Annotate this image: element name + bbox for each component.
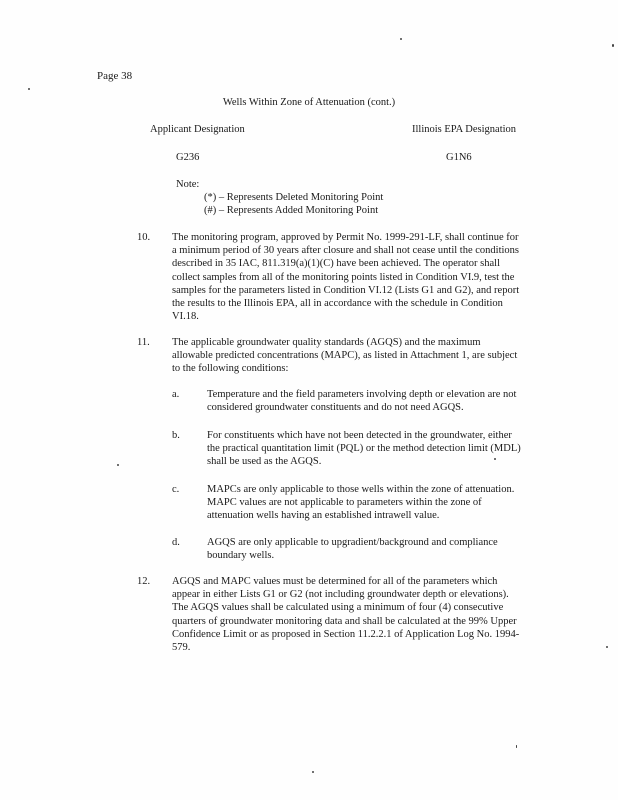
item-number-11: 11.: [137, 337, 150, 348]
note-line-deleted: (*) – Represents Deleted Monitoring Point: [204, 192, 384, 203]
illinois-epa-designation-value: G1N6: [446, 152, 472, 163]
item-10-line: samples for the parameters listed in Condition VI.12 (Lists G1 and G2), and report: [172, 284, 520, 296]
scan-speck: [117, 464, 119, 466]
item-12-line: 579.: [172, 642, 191, 654]
scan-speck: [28, 88, 30, 90]
subitem-letter-a: a.: [172, 389, 180, 400]
item-10-line: described in 35 IAC, 811.319(a)(1)(C) have been achieved. The operator shall: [172, 258, 501, 270]
item-number-10: 10.: [137, 232, 151, 243]
subitem-b-line: shall be used as the AGQS.: [207, 456, 322, 468]
subitem-letter-b: b.: [172, 430, 180, 441]
item-number-12: 12.: [137, 576, 151, 587]
item-12-line: quarters of groundwater monitoring data and shall be calculated at the 99% Upper: [172, 615, 517, 627]
applicant-designation-header: Applicant Designation: [150, 124, 245, 135]
subitem-a-line: Temperature and the field parameters involving depth or elevation are not: [207, 389, 517, 400]
note-title: Note:: [176, 179, 200, 190]
item-10-line: a minimum period of 30 years after closure and shall not cease until the conditions: [172, 245, 519, 257]
item-10-line: the results to the Illinois EPA, all in accordance with the schedule in Condition: [172, 298, 503, 310]
item-12-line: AGQS and MAPC values must be determined for all of the parameters which: [172, 576, 498, 587]
item-12-line: Confidence Limit or as proposed in Section 11.2.2.1 of Application Log No. 1994-: [172, 628, 520, 640]
item-12-line: The AGQS values shall be calculated using a minimum of four (4) consecutive: [172, 602, 504, 614]
subitem-c-line: MAPCs are only applicable to those wells within the zone of attenuation.: [207, 484, 515, 495]
subitem-letter-d: d.: [172, 537, 180, 548]
item-10-paragraph: [172, 231, 562, 323]
item-11-line: allowable predicted concentrations (MAPC), as listed in Attachment 1, are subject: [172, 350, 518, 362]
item-10-line: VI.18.: [172, 311, 199, 323]
item-11-line: The applicable groundwater quality standards (AGQS) and the maximum: [172, 337, 481, 348]
illinois-epa-designation-header: Illinois EPA Designation: [412, 124, 517, 135]
subitem-c-line: attenuation wells having an established intrawell value.: [207, 510, 440, 522]
page-label: Page 38: [97, 70, 133, 82]
note-line-added: (#) – Represents Added Monitoring Point: [204, 205, 379, 216]
subitem-letter-c: c.: [172, 484, 180, 495]
subitem-d-line: AGQS are only applicable to upgradient/background and compliance: [207, 537, 498, 548]
subitem-c-text: [207, 483, 562, 523]
scan-speck: [494, 458, 496, 460]
item-11-line: to the following conditions:: [172, 363, 289, 375]
subitem-d-text: [207, 536, 562, 562]
subitem-b-line: the practical quantitation limit (PQL) or the method detection limit (MDL): [207, 443, 521, 455]
item-11-paragraph: [172, 336, 562, 376]
scan-speck: [312, 771, 314, 773]
scan-speck: [400, 38, 402, 40]
section-heading: Wells Within Zone of Attenuation (cont.): [222, 97, 396, 108]
scan-speck: [612, 44, 614, 47]
subitem-b-text: [207, 429, 562, 469]
item-10-line: collect samples from all of the monitoring points listed in Condition VI.9, test the: [172, 271, 515, 283]
applicant-designation-value: G236: [176, 152, 200, 163]
subitem-b-line: For constituents which have not been detected in the groundwater, either: [207, 430, 512, 441]
subitem-a-line: considered groundwater constituents and do not need AGQS.: [207, 402, 464, 414]
scan-speck: [516, 745, 517, 748]
subitem-a-text: [207, 388, 562, 414]
subitem-d-line: boundary wells.: [207, 550, 275, 562]
subitem-c-line: MAPC values are not applicable to parameters within the zone of: [207, 497, 482, 509]
item-12-paragraph: [172, 575, 562, 654]
scan-speck: [606, 646, 608, 648]
item-10-line: The monitoring program, approved by Permit No. 1999-291-LF, shall continue for: [172, 232, 519, 243]
item-12-line: appear in either Lists G1 or G2 (not including groundwater depth or elevations).: [172, 589, 509, 601]
